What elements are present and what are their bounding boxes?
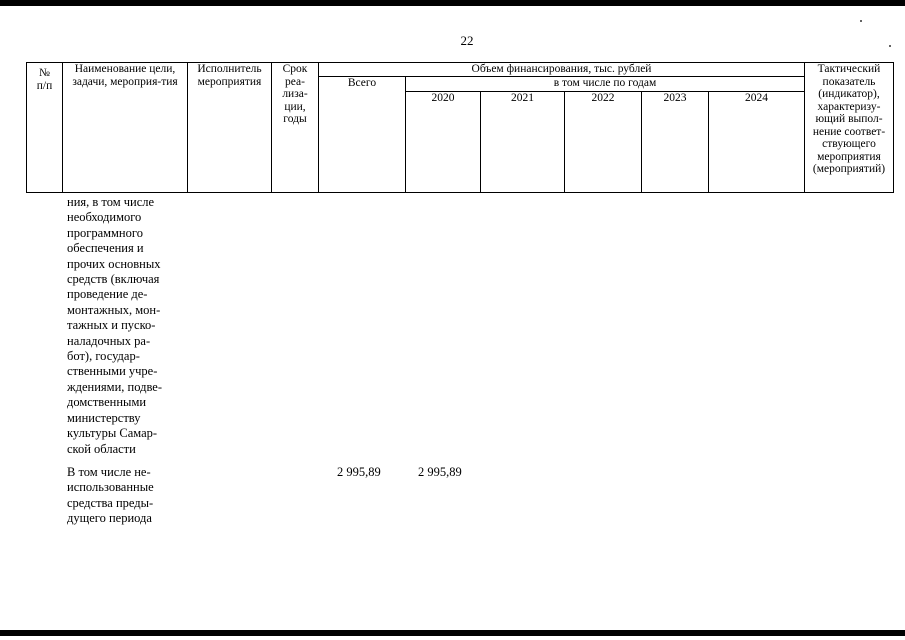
financing-table-header [26, 62, 894, 193]
top-border [0, 0, 905, 6]
col-year-header: 2023 [642, 92, 709, 193]
col-executor-header: Исполнитель мероприятия [188, 63, 272, 193]
sub-row-label: В том числе не- использованные средства преды- дущего периода [67, 465, 154, 526]
col-number-header: № п/п [27, 63, 63, 193]
col-total-header: Всего [319, 77, 406, 193]
scan-speck [889, 45, 891, 47]
col-name-header: Наименование цели, задачи, мероприя-тия [63, 63, 188, 193]
col-year-header: 2024 [709, 92, 805, 193]
sub-row-2020: 2 995,89 [418, 465, 462, 479]
col-year-header: 2022 [565, 92, 642, 193]
col-funding-header: Объем финансирования, тыс. рублей [319, 63, 805, 77]
bottom-border [0, 630, 905, 636]
col-indicator-header: Тактический показатель (индикатор), характеризу-ющий выпол-нение соответ-ствующего мероприятия (мероприятий) [805, 63, 894, 193]
measure-name-continuation: ния, в том числе необходимого программного обеспечения и прочих основных средств (включая проведение де- монтажных, мон- тажных и пуско- наладочных ра- бот), государ- ственными учре- ждениями, подве- домственными министерству культуры Самар- ской области [67, 195, 163, 456]
col-year-header: 2020 [406, 92, 481, 193]
page-number: 22 [460, 33, 474, 48]
scan-speck [860, 20, 862, 22]
col-year-header: 2021 [481, 92, 565, 193]
col-period-header: Срок реа-лиза-ции, годы [272, 63, 319, 193]
col-by-years-header: в том числе по годам [406, 77, 805, 92]
sub-row-total: 2 995,89 [337, 465, 381, 479]
